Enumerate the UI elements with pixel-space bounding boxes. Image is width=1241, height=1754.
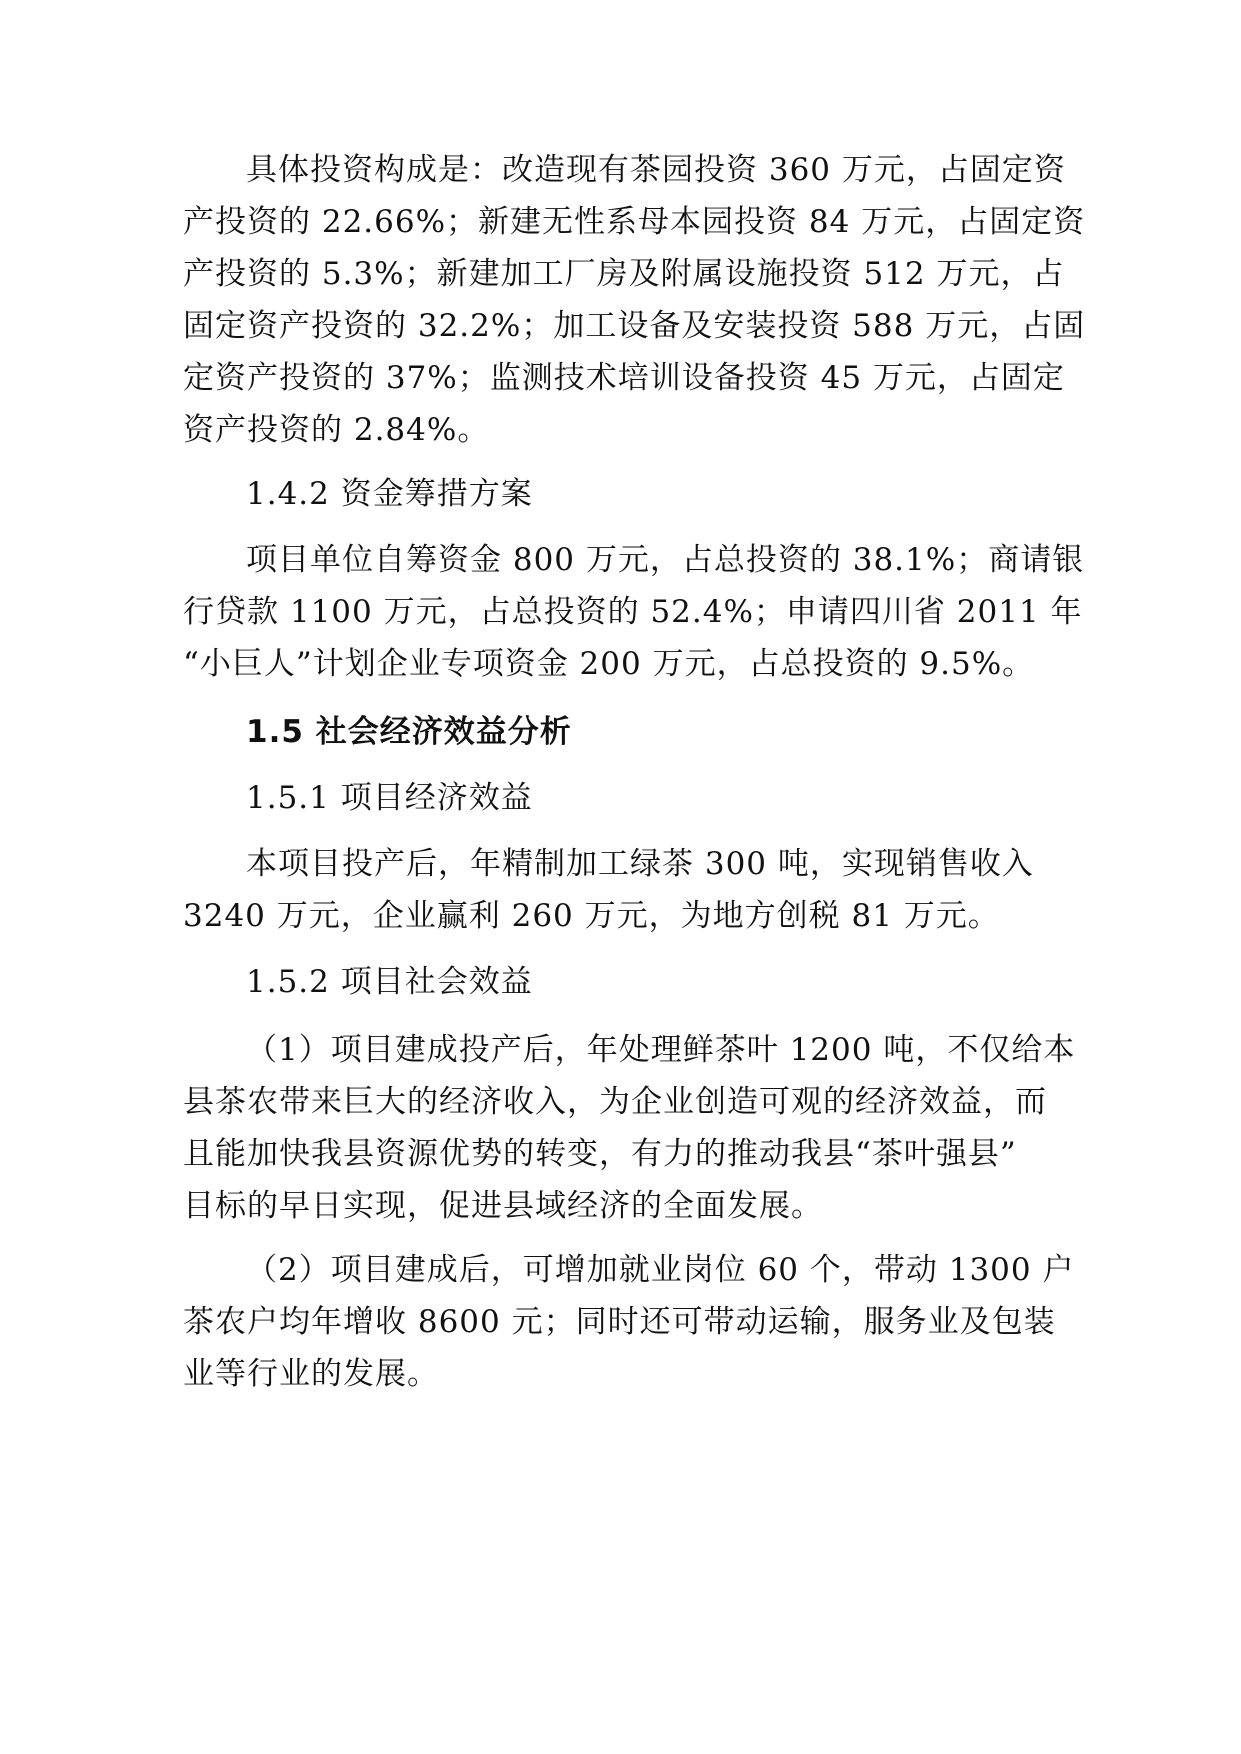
text-line: 3240 万元，企业赢利 260 万元，为地方创税 81 万元。 (183, 898, 1000, 934)
text-line: 固定资产投资的 32.2%；加工设备及安装投资 588 万元，占固 (183, 308, 1086, 344)
text-line: 目标的早日实现，促进县域经济的全面发展。 (183, 1188, 823, 1224)
text-line: 本项目投产后，年精制加工绿茶 300 吨，实现销售收入 (246, 846, 1034, 882)
section-heading-text: 1.5 社会经济效益分析 (246, 714, 572, 750)
subheading-text: 1.4.2 资金筹措方案 (246, 476, 533, 512)
text-line: 且能加快我县资源优势的转变，有力的推动我县“茶叶强县” (183, 1136, 1017, 1172)
text-line: 产投资的 5.3%；新建加工厂房及附属设施投资 512 万元，占 (183, 256, 1065, 292)
text-line: 定资产投资的 37%；监测技术培训设备投资 45 万元，占固定 (183, 360, 1065, 396)
text-line: 茶农户均年增收 8600 元；同时还可带动运输，服务业及包装 (183, 1304, 1056, 1340)
text-line: 产投资的 22.66%；新建无性系母本园投资 84 万元，占固定资 (183, 204, 1086, 240)
text-line: 资产投资的 2.84%。 (183, 412, 490, 448)
text-line: 县茶农带来巨大的经济收入，为企业创造可观的经济效益，而 (183, 1084, 1047, 1120)
subheading-text: 1.5.1 项目经济效益 (246, 780, 533, 816)
subheading-text: 1.5.2 项目社会效益 (246, 964, 533, 1000)
text-line: （2）项目建成后，可增加就业岗位 60 个，带动 1300 户 (246, 1252, 1075, 1288)
text-line: 具体投资构成是：改造现有茶园投资 360 万元，占固定资 (246, 152, 1066, 188)
text-line: （1）项目建成投产后，年处理鲜茶叶 1200 吨，不仅给本 (246, 1032, 1076, 1068)
text-line: 业等行业的发展。 (183, 1356, 439, 1392)
text-line: 行贷款 1100 万元，占总投资的 52.4%；申请四川省 2011 年 (183, 594, 1083, 630)
text-line: 项目单位自筹资金 800 万元，占总投资的 38.1%；商请银 (246, 542, 1085, 578)
text-line: “小巨人”计划企业专项资金 200 万元，占总投资的 9.5%。 (183, 646, 1035, 682)
